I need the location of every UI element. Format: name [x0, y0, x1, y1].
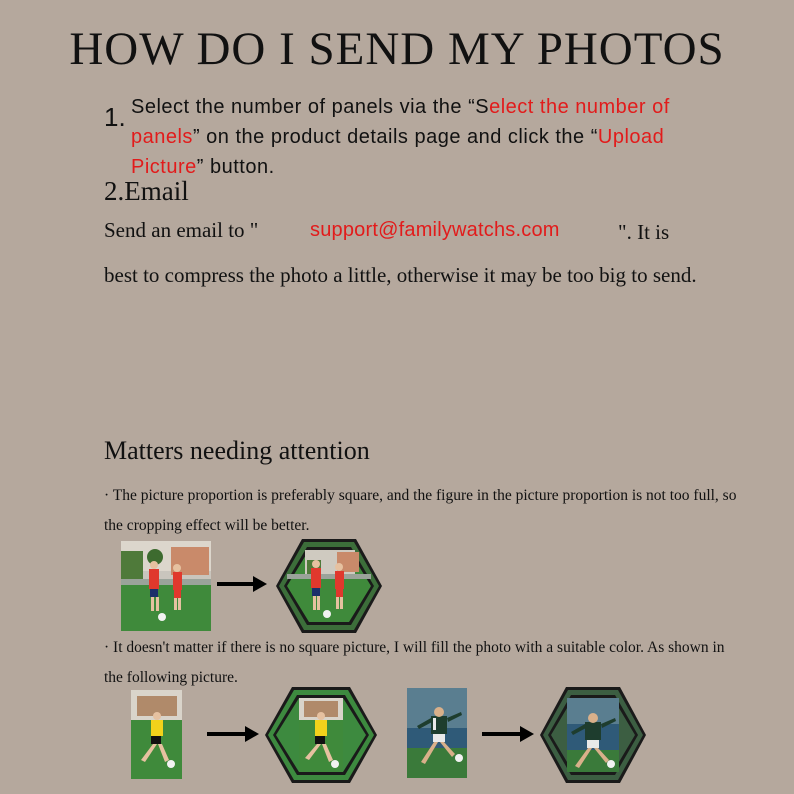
step1-highlight-panels: elect the number of panels — [131, 96, 670, 148]
note-fill-color: · It doesn't matter if there is no square picture, I will fill the photo with a suitable color. As shown in the following picture. — [104, 639, 725, 686]
arrow-right-icon — [217, 574, 267, 598]
arrow-right-icon — [482, 724, 534, 748]
email-heading: 2.Email — [104, 176, 189, 206]
attention-heading: Matters needing attention — [104, 436, 370, 465]
step1-number: 1. — [104, 102, 126, 132]
step1-text-part: Select the number of panels via the “S — [131, 96, 490, 118]
email-instructions: best to compress the photo a little, otherwise it may be too big to send. — [104, 263, 697, 287]
example-photo-portrait-original-1 — [131, 690, 182, 779]
step1-text-part: ” button. — [196, 156, 275, 178]
email-line-end: ". It is — [618, 220, 670, 244]
step1-text-part: ” on the product details page and click the “ — [192, 126, 598, 148]
note-square-photo: · The picture proportion is preferably square, and the figure in the picture proportion is not too full, so the cropping effect will be better. — [104, 487, 737, 534]
arrow-right-icon — [207, 724, 259, 748]
step1-highlight-upload: Upload Picture — [131, 126, 665, 178]
example-hexagon-result-1 — [275, 538, 383, 634]
example-photo-portrait-original-2 — [407, 688, 467, 778]
email-line-start: Send an email to " — [104, 218, 259, 242]
example-photo-square-original — [121, 541, 211, 631]
step1-text — [131, 92, 721, 182]
example-hexagon-result-2 — [264, 686, 378, 784]
support-email-link[interactable]: support@familywatchs.com — [310, 219, 560, 241]
example-hexagon-result-3 — [539, 686, 647, 784]
page-title: HOW DO I SEND MY PHOTOS — [69, 23, 725, 75]
